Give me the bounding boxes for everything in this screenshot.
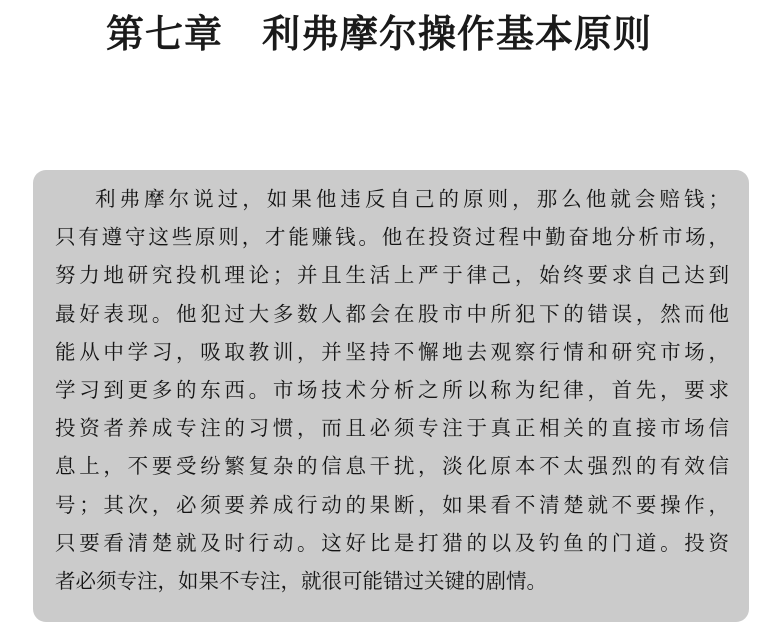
intro-line-3: 努力地研究投机理论；并且生活上严于律己，始终要求自己达到	[55, 263, 729, 288]
intro-line-8: 息上，不要受纷繁复杂的信息干扰，淡化原本不太强烈的有效信	[55, 454, 729, 479]
intro-line-7: 投资者养成专注的习惯，而且必须专注于真正相关的直接市场信	[55, 416, 729, 441]
intro-text-box	[33, 170, 749, 622]
intro-line-1: 利弗摩尔说过，如果他违反自己的原则，那么他就会赔钱；	[95, 187, 729, 211]
intro-line-6: 学习到更多的东西。市场技术分析之所以称为纪律，首先，要求	[55, 377, 729, 402]
intro-line-4: 最好表现。他犯过大多数人都会在股市中所犯下的错误，然而他	[55, 301, 729, 326]
intro-line-10: 只要看清楚就及时行动。这好比是打猎的以及钓鱼的门道。投资	[55, 530, 729, 555]
chapter-title: 第七章 利弗摩尔操作基本原则	[105, 12, 652, 56]
intro-line-2: 只有遵守这些原则，才能赚钱。他在投资过程中勤奋地分析市场，	[55, 225, 729, 250]
intro-line-5: 能从中学习，吸取教训，并坚持不懈地去观察行情和研究市场，	[55, 339, 729, 364]
intro-line-11: 者必须专注，如果不专注，就很可能错过关键的剧情。	[55, 568, 547, 593]
intro-line-9: 号；其次，必须要养成行动的果断，如果看不清楚就不要操作，	[55, 492, 729, 517]
